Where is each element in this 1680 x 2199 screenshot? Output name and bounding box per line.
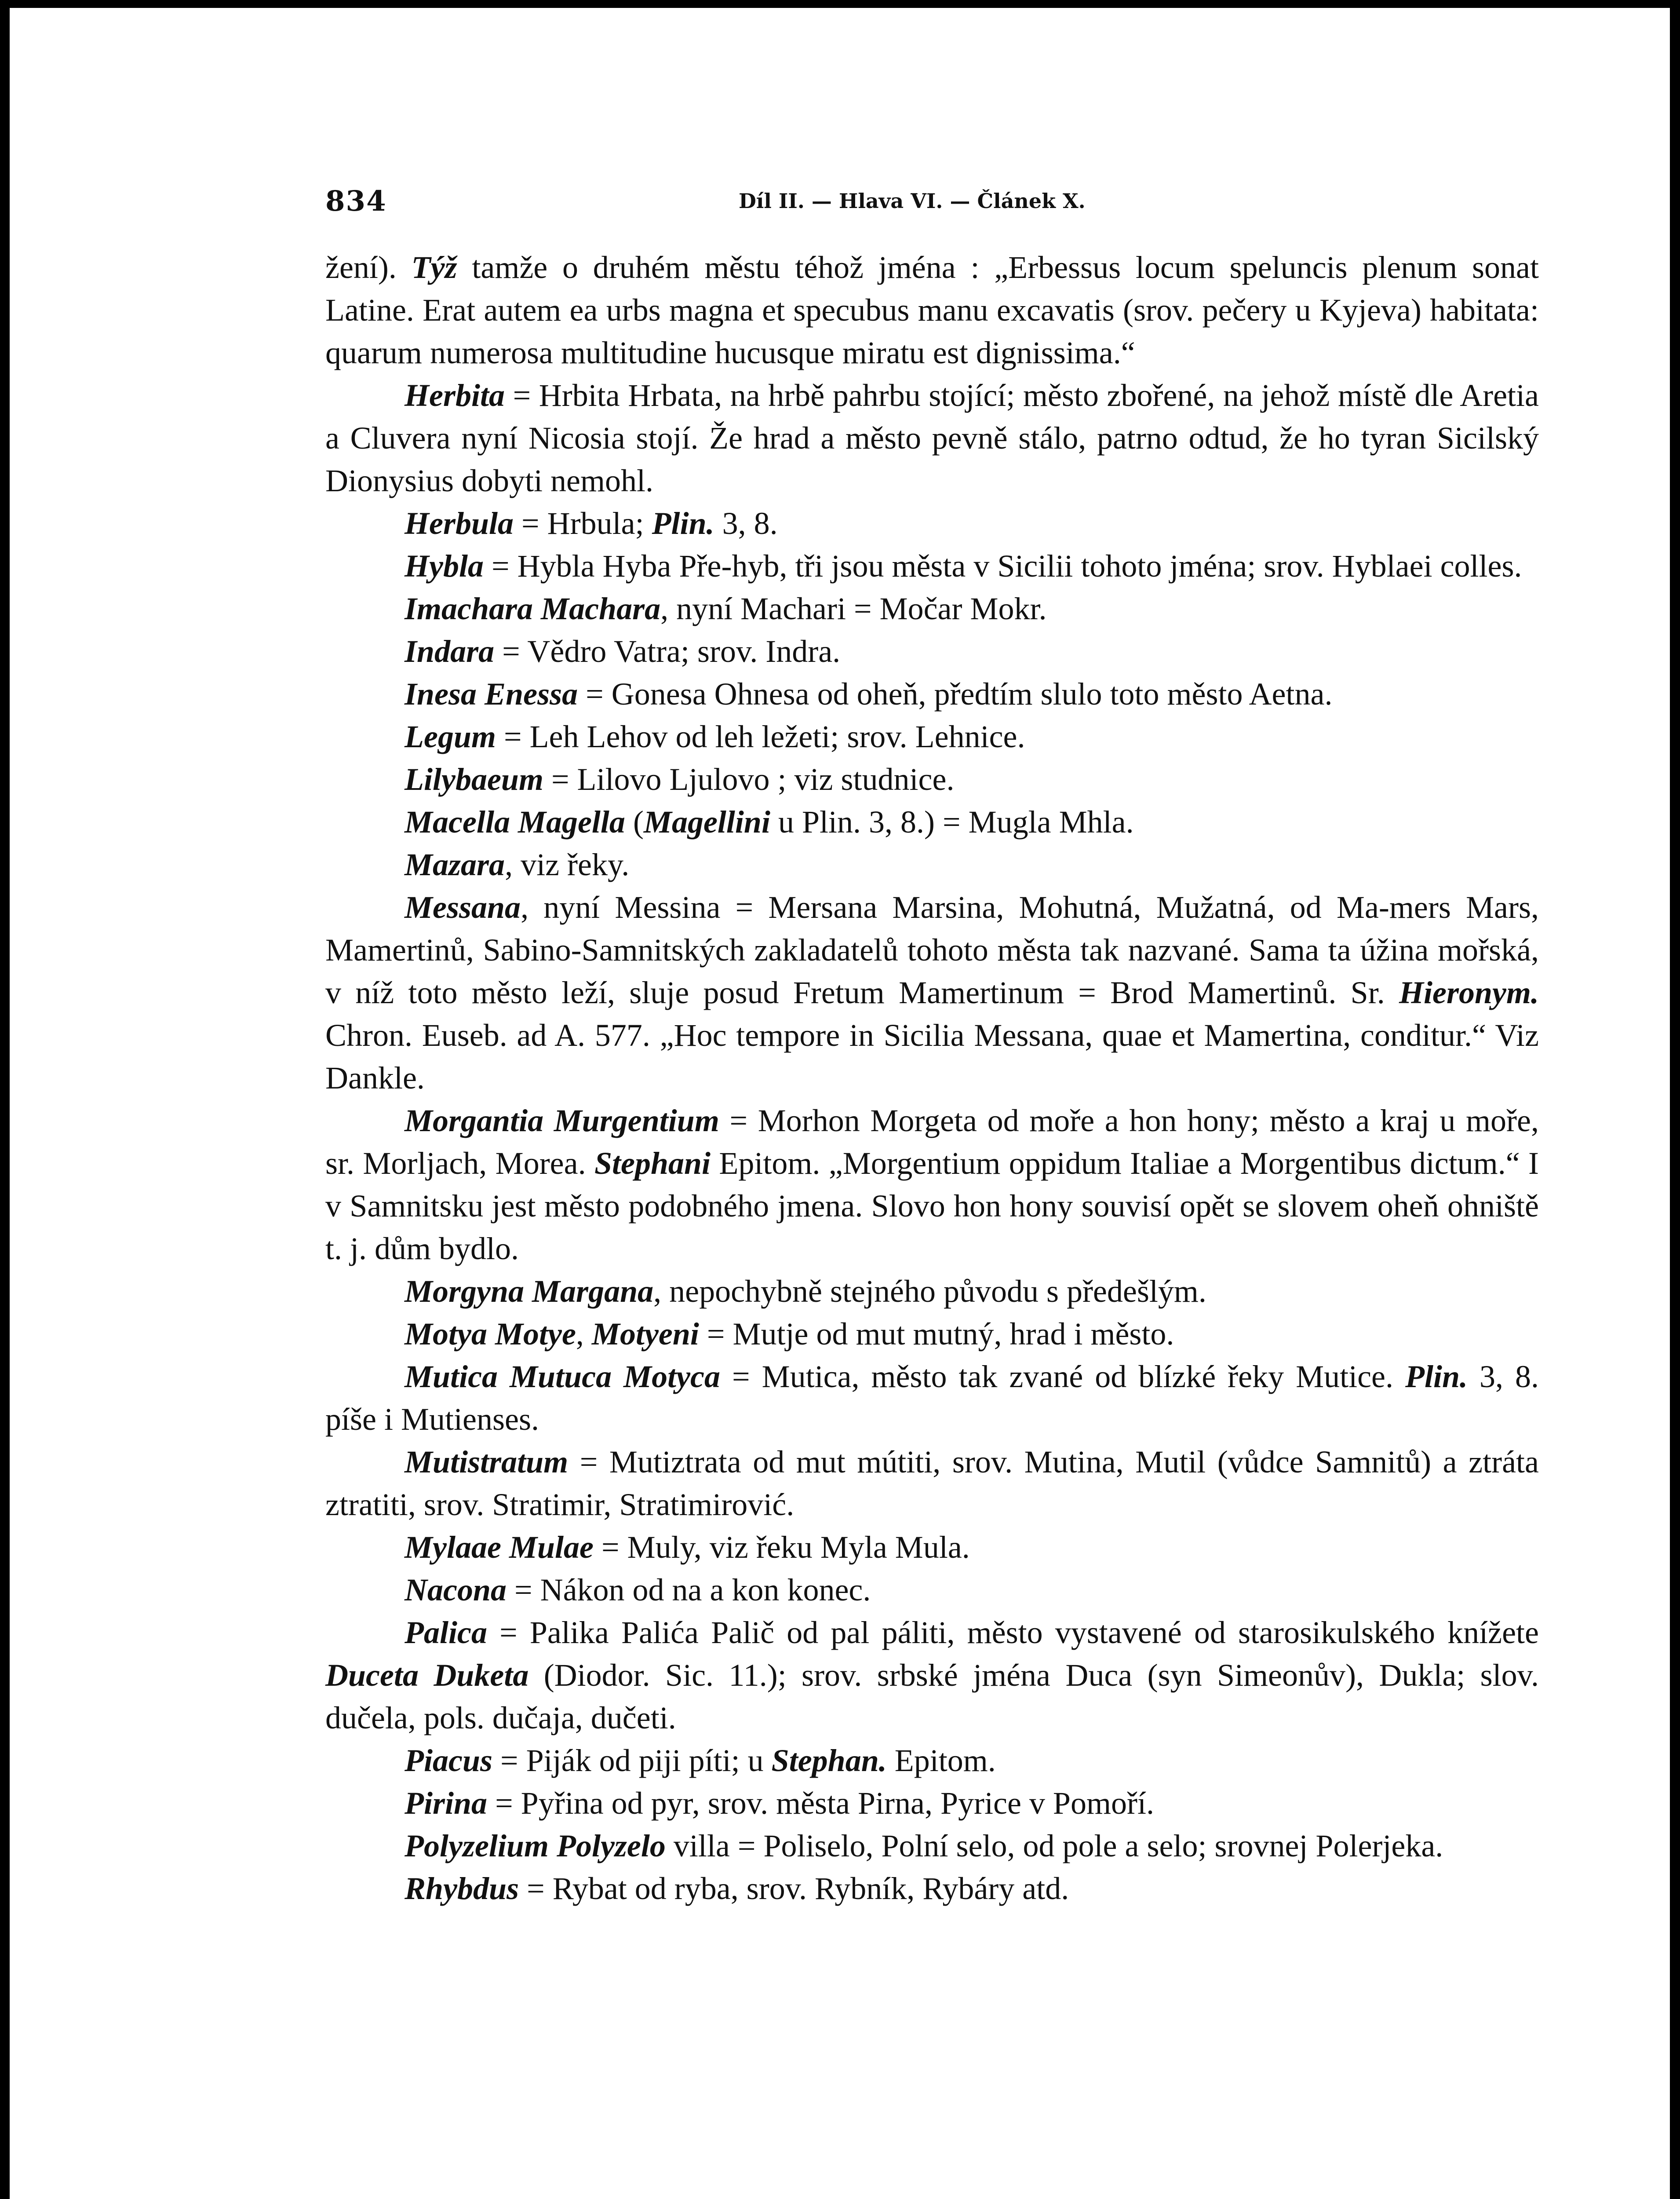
paragraph-p20: [325, 1611, 1539, 1739]
entry-term: Pirina: [405, 1786, 488, 1821]
text-run: = Rybat od ryba, srov. Rybník, Rybáry atd.: [519, 1871, 1069, 1906]
entry-term: Mutica Mutuca Motyca: [405, 1359, 720, 1394]
text-run: (: [625, 804, 644, 840]
text-run: = Vědro Vatra; srov. Indra.: [494, 634, 841, 669]
text-run: = Mutica, město tak zvané od blízké řeky Mutice.: [720, 1359, 1405, 1394]
entry-term: Motyeni: [591, 1316, 699, 1352]
body-text: [325, 246, 1539, 1910]
entry-term: Mazara: [405, 847, 505, 882]
paragraph-p02: [325, 374, 1539, 502]
paragraph-p24: [325, 1867, 1539, 1910]
text-run: žení).: [325, 250, 412, 285]
text-run: = Mutiztrata od mut mútiti, srov. Mutina, Mutil (vůdce Samnitů) a ztráta ztratiti, srov. Stratimir, Stratimirović.: [325, 1444, 1539, 1522]
entry-term: Plin.: [1405, 1359, 1468, 1394]
text-run: = Piják od piji píti; u: [492, 1743, 772, 1778]
entry-term: Stephan.: [771, 1743, 887, 1778]
paragraph-p18: [325, 1526, 1539, 1569]
text-run: Chron. Euseb. ad A. 577. „Hoc tempore in Sicilia Messana, quae et Mamertina, conditur.“ Viz Dankle.: [325, 1018, 1539, 1096]
entry-term: Herbita: [405, 378, 505, 413]
entry-term: Duceta Duketa: [325, 1658, 529, 1693]
paragraph-p07: [325, 673, 1539, 716]
paragraph-p01: [325, 246, 1539, 374]
running-head: Díl II. — Hlava VI. — Článek X.: [739, 189, 1086, 213]
text-run: ,: [576, 1316, 592, 1352]
text-run: = Morhon Morgeta od moře a hon hony; město a kraj u moře, sr. Morljach, Morea.: [325, 1103, 1539, 1181]
text-run: = Gonesa Ohnesa od oheň, předtím slulo toto město Aetna.: [578, 676, 1333, 712]
text-run: 3, 8.: [714, 506, 778, 541]
paragraph-p05: [325, 588, 1539, 630]
paragraph-p14: [325, 1270, 1539, 1313]
entry-term: Lilybaeum: [405, 762, 543, 797]
entry-term: Hieronym.: [1399, 975, 1539, 1010]
page-number: 834: [325, 185, 387, 218]
entry-term: Herbula: [405, 506, 514, 541]
text-run: = Pyřina od pyr, srov. města Pirna, Pyrice v Pomoří.: [487, 1786, 1154, 1821]
page-header: [325, 185, 1556, 233]
entry-term: Magellini: [643, 804, 770, 840]
paragraph-p16: [325, 1355, 1539, 1441]
paragraph-p22: [325, 1782, 1539, 1825]
entry-term: Morgyna Margana: [405, 1274, 654, 1309]
paragraph-p11: [325, 844, 1539, 886]
entry-term: Indara: [405, 634, 495, 669]
paragraph-p12: [325, 886, 1539, 1100]
paragraph-p19: [325, 1569, 1539, 1611]
text-run: tamže o druhém městu téhož jména : „Erbessus locum speluncis plenum sonat Latine. Erat autem ea urbs magna et specubus manu excavatis (srov. pečery u Kyjeva) habitata: quarum numerosa multitudine hucusque miratu est dignissima.“: [325, 250, 1539, 370]
entry-term: Piacus: [405, 1743, 493, 1778]
entry-term: Palica: [405, 1615, 487, 1650]
entry-term: Messana: [405, 890, 521, 925]
text-run: = Nákon od na a kon konec.: [507, 1572, 871, 1607]
text-run: = Palika Palića Palič od pal páliti, město vystavené od starosikulského knížete: [487, 1615, 1539, 1650]
text-run: = Lilovo Ljulovo ; viz studnice.: [543, 762, 955, 797]
entry-term: Polyzelium Polyzelo: [405, 1828, 666, 1863]
text-run: , viz řeky.: [505, 847, 630, 882]
text-run: , nepochybně stejného původu s předešlým.: [653, 1274, 1206, 1309]
entry-term: Nacona: [405, 1572, 507, 1607]
entry-term: Rhybdus: [405, 1871, 519, 1906]
text-run: villa = Poliselo, Polní selo, od pole a selo; srovnej Polerjeka.: [665, 1828, 1443, 1863]
text-run: = Leh Lehov od leh ležeti; srov. Lehnice.: [496, 719, 1025, 754]
entry-term: Mutistratum: [405, 1444, 569, 1479]
paragraph-p04: [325, 545, 1539, 588]
text-run: = Muly, viz řeku Myla Mula.: [593, 1530, 970, 1565]
entry-term: Morgantia Murgentium: [405, 1103, 719, 1138]
paragraph-p03: [325, 502, 1539, 545]
text-run: (Diodor. Sic. 11.); srov. srbské jména Duca (syn Simeonův), Dukla; slov. dučela, pols. dučaja, dučeti.: [325, 1658, 1539, 1735]
text-run: , nyní Messina = Mersana Marsina, Mohutná, Mužatná, od Ma-mers Mars, Mamertinů, Sabino-Samnitských zakladatelů tohoto města tak nazvané. Sama ta úžina mořská, v níž toto město leží, sluje posud Fretum Mamertinum = Brod Mamertinů. Sr.: [325, 890, 1539, 1010]
entry-term: Hybla: [405, 548, 484, 584]
paragraph-p08: [325, 716, 1539, 758]
entry-term: Plin.: [652, 506, 714, 541]
paragraph-p10: [325, 801, 1539, 844]
entry-term: Motya Motye: [405, 1316, 576, 1352]
entry-term: Stephani: [594, 1146, 711, 1181]
text-run: Epitom.: [886, 1743, 996, 1778]
entry-term: Legum: [405, 719, 496, 754]
text-run: = Hrbita Hrbata, na hrbě pahrbu stojící; město zbořené, na jehož místě dle Aretia a Cluvera nyní Nicosia stojí. Že hrad a město pevně stálo, patrno odtud, že ho tyran Sicilský Dionysius dobyti nemohl.: [325, 378, 1539, 498]
text-run: , nyní Machari = Močar Mokr.: [660, 591, 1047, 626]
paragraph-p15: [325, 1313, 1539, 1355]
entry-term: Týž: [411, 250, 457, 285]
text-run: u Plin. 3, 8.) = Mugla Mhla.: [770, 804, 1134, 840]
entry-term: Inesa Enessa: [405, 676, 578, 712]
text-run: = Mutje od mut mutný, hrad i město.: [699, 1316, 1174, 1352]
entry-term: Imachara Machara: [405, 591, 661, 626]
paragraph-p09: [325, 758, 1539, 801]
entry-term: Macella Magella: [405, 804, 625, 840]
text-run: Epitom. „Morgentium oppidum Italiae a Morgentibus dictum.“ I v Samnitsku jest město podobného jmena. Slovo hon hony souvisí opět se slovem oheň ohniště t. j. dům bydlo.: [325, 1146, 1539, 1266]
paragraph-p06: [325, 630, 1539, 673]
entry-term: Mylaae Mulae: [405, 1530, 594, 1565]
text-run: 3, 8. píše i Mutienses.: [325, 1359, 1539, 1437]
paragraph-p21: [325, 1739, 1539, 1782]
paragraph-p13: [325, 1100, 1539, 1270]
paragraph-p17: [325, 1441, 1539, 1526]
text-run: = Hybla Hyba Pře-hyb, tři jsou města v Sicilii tohoto jména; srov. Hyblaei colles.: [483, 548, 1522, 584]
paragraph-p23: [325, 1825, 1539, 1867]
text-run: = Hrbula;: [514, 506, 652, 541]
